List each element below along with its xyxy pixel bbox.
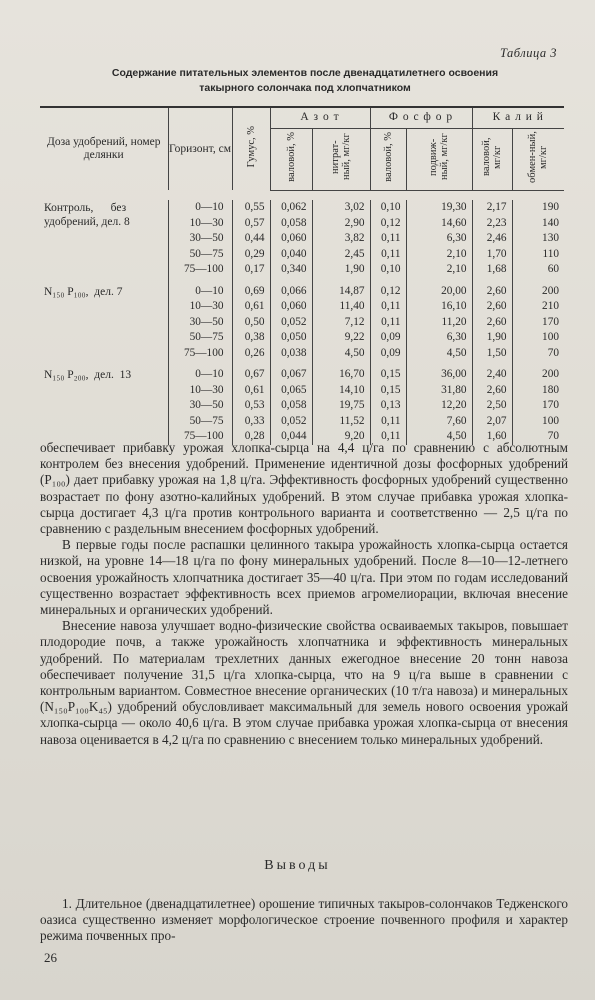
table-cell: 1,68 — [472, 262, 512, 278]
table-cell: 0,044 — [270, 429, 312, 445]
table-cell: 70 — [512, 346, 564, 362]
table-cell: 0,040 — [270, 247, 312, 263]
table-cell: 2,60 — [472, 299, 512, 315]
header-potassium: К а л и й — [472, 108, 564, 128]
table-cell: 10—30 — [168, 383, 232, 399]
table-cell: 2,23 — [472, 216, 512, 232]
table-cell: 10—30 — [168, 216, 232, 232]
table-cell: 0,29 — [232, 247, 270, 263]
table-cell: 100 — [512, 330, 564, 346]
table-cell: 0,09 — [370, 346, 406, 362]
table-cell: 14,10 — [312, 383, 370, 399]
table-cell: 0,038 — [270, 346, 312, 362]
table-cell: 170 — [512, 398, 564, 414]
table-cell: 210 — [512, 299, 564, 315]
table-cell: 4,50 — [312, 346, 370, 362]
table-cell: 30—50 — [168, 231, 232, 247]
conclusion-text — [40, 896, 568, 945]
table-cell: 50—75 — [168, 414, 232, 430]
header-humus: Гумус, % — [232, 108, 270, 190]
table-cell: 20,00 — [406, 284, 472, 300]
table-cell: 10—30 — [168, 299, 232, 315]
table-cell: 16,10 — [406, 299, 472, 315]
table-cell: 0,067 — [270, 367, 312, 383]
dose-label: Контроль, без — [44, 202, 127, 214]
header-dose: Доза удобрений, номер делянки — [47, 136, 161, 161]
dose-label: удобрений, дел. 8 — [44, 216, 130, 228]
table-cell: 7,60 — [406, 414, 472, 430]
header-k-gross: валовой, мг/кг — [472, 128, 512, 190]
table-cell: 0,11 — [370, 299, 406, 315]
table-cell: 36,00 — [406, 367, 472, 383]
table-cell: 140 — [512, 216, 564, 232]
table-cell: 0,11 — [370, 429, 406, 445]
dose-label: N₁₅₀ P₂₀₀, дел. 13 — [44, 369, 132, 381]
table-cell: 0,38 — [232, 330, 270, 346]
table-cell: 0,67 — [232, 367, 270, 383]
table-cell: 0,062 — [270, 200, 312, 216]
table-cell: 0,11 — [370, 231, 406, 247]
table-cell: 0,57 — [232, 216, 270, 232]
table-cell: 75—100 — [168, 262, 232, 278]
header-p-mobile: подвиж-ный, мг/кг — [406, 128, 472, 190]
table-cell: 9,22 — [312, 330, 370, 346]
dose-cell — [40, 367, 168, 445]
header-phosphorus: Ф о с ф о р — [370, 108, 472, 128]
table-cell: 1,90 — [472, 330, 512, 346]
table-cell: 6,30 — [406, 231, 472, 247]
table-cell: 1,90 — [312, 262, 370, 278]
table-cell: 0,55 — [232, 200, 270, 216]
table-cell: 200 — [512, 367, 564, 383]
table-cell: 12,20 — [406, 398, 472, 414]
table-cell: 30—50 — [168, 315, 232, 331]
header-n-gross: валовой, % — [270, 128, 312, 190]
table-cell: 0,12 — [370, 284, 406, 300]
table-cell: 6,30 — [406, 330, 472, 346]
table-cell: 2,90 — [312, 216, 370, 232]
table-cell: 2,60 — [472, 315, 512, 331]
table-cell: 0,11 — [370, 315, 406, 331]
table-cell: 50—75 — [168, 247, 232, 263]
header-nitrogen: А з о т — [270, 108, 370, 128]
paragraph: Внесение навоза улучшает водно-физические свойства осваиваемых такыров, повышает плодородие почв, а также урожайность хлопчатника и эффективность минеральных удобрений. По материалам трехлетних данных ежегодное внесение 20 тонн навоза обеспечивает получение 31,5 ц/га хлопка-сырца, что на 9 ц/га выше в сравнении с контрольным вариантом. Совместное внесение органических (10 т/га навоза) и минеральных (N₁₅₀P₁₀₀K₄₅) удобрений обусловливает максимальный для земель нового освоения урожай хлопка-сырца — около 40,6 ц/га. В этом случае прибавка урожая хлопка-сырца от внесения навоза оценивается в 4,2 ц/га по сравнению с внесением только минеральных удобрений. — [40, 618, 568, 747]
table-cell: 170 — [512, 315, 564, 331]
section-heading: Выводы — [264, 858, 331, 873]
table-cell: 2,10 — [406, 262, 472, 278]
caption-line-2: такырного солончака под хлопчатником — [199, 82, 411, 94]
table-cell: 0,69 — [232, 284, 270, 300]
table-cell: 0,11 — [370, 414, 406, 430]
table-cell: 0,066 — [270, 284, 312, 300]
table-cell: 0,10 — [370, 200, 406, 216]
table-cell: 0—10 — [168, 200, 232, 216]
table-cell: 60 — [512, 262, 564, 278]
table-cell: 0,61 — [232, 299, 270, 315]
table-cell: 0,058 — [270, 216, 312, 232]
paragraph: В первые годы после распашки целинного такыра урожайность хлопка-сырца остается низкой, на уровне 14—18 ц/га по фону минеральных удобрений. После 8—10—12-летнего освоения урожайность хлопчатника достигает 35—40 ц/га. При этом по годам исследований существенно возрастает эффективность всех приемов агромелиорации, включая внесение минеральных и органических удобрений. — [40, 537, 568, 618]
table-cell: 0,340 — [270, 262, 312, 278]
table-cell: 0,13 — [370, 398, 406, 414]
table-cell: 100 — [512, 414, 564, 430]
table-cell: 0,61 — [232, 383, 270, 399]
table-cell: 50—75 — [168, 330, 232, 346]
table-cell: 190 — [512, 200, 564, 216]
table-cell: 0,058 — [270, 398, 312, 414]
table-cell: 3,02 — [312, 200, 370, 216]
table-cell: 0,052 — [270, 414, 312, 430]
table-cell: 30—50 — [168, 398, 232, 414]
dose-label: N₁₅₀ P₁₀₀, дел. 7 — [44, 285, 123, 298]
table-cell: 0,44 — [232, 231, 270, 247]
table-cell: 0,15 — [370, 383, 406, 399]
table-cell: 2,50 — [472, 398, 512, 414]
table-cell: 0,15 — [370, 367, 406, 383]
table-cell: 19,75 — [312, 398, 370, 414]
table-cell: 11,40 — [312, 299, 370, 315]
table-cell: 2,10 — [406, 247, 472, 263]
table-cell: 0,17 — [232, 262, 270, 278]
table-caption — [50, 66, 560, 96]
table-cell: 0—10 — [168, 284, 232, 300]
table-cell: 0,28 — [232, 429, 270, 445]
header-n-nitrate: нитрат-ный, мг/кг — [312, 128, 370, 190]
table-label: Таблица 3 — [500, 46, 557, 60]
table-cell: 0,11 — [370, 247, 406, 263]
table-cell: 1,60 — [472, 429, 512, 445]
header-p-gross: валовой, % — [370, 128, 406, 190]
header-k-exchange: обмен-ный, мг/кг — [512, 128, 564, 190]
table-cell: 2,45 — [312, 247, 370, 263]
table-cell: 0,33 — [232, 414, 270, 430]
table-cell: 11,20 — [406, 315, 472, 331]
table-cell: 75—100 — [168, 429, 232, 445]
page-number: 26 — [44, 950, 57, 965]
table-cell: 31,80 — [406, 383, 472, 399]
table-body — [40, 200, 564, 445]
table-cell: 180 — [512, 383, 564, 399]
table-cell: 0,060 — [270, 231, 312, 247]
table-cell: 19,30 — [406, 200, 472, 216]
table-row — [40, 200, 564, 216]
conclusion-paragraph: 1. Длительное (двенадцатилетнее) орошение типичных такыров-солончаков Тедженского оазиса существенно изменяет морфологическое строение почвенного профиля и характер режима почвенных про- — [40, 896, 568, 944]
table-cell: 7,12 — [312, 315, 370, 331]
table-cell: 0,50 — [232, 315, 270, 331]
table-cell: 3,82 — [312, 231, 370, 247]
table-cell: 75—100 — [168, 346, 232, 362]
table-cell: 9,20 — [312, 429, 370, 445]
table-cell: 130 — [512, 231, 564, 247]
table-cell: 14,60 — [406, 216, 472, 232]
table-cell: 0,065 — [270, 383, 312, 399]
table-cell: 0,10 — [370, 262, 406, 278]
table-cell: 70 — [512, 429, 564, 445]
table-cell: 2,17 — [472, 200, 512, 216]
table-cell: 0,53 — [232, 398, 270, 414]
table-cell: 0,050 — [270, 330, 312, 346]
paragraph: обеспечивает прибавку урожая хлопка-сырца на 4,4 ц/га по сравнению с абсолютным контролем без внесения удобрений. Применение идентичной дозы фосфорных удобрений (P₁₀₀) дает прибавку урожая на 1,8 ц/га. Эффективность фосфорных удобрений существенно возрастает по фону азотно-калийных удобрений. В этом случае прибавка урожая хлопка-сырца достигает 4,3 ц/га против контрольного варианта и соответственно — 2,5 ц/га по сравнению с раздельным внесением фосфорных удобрений. — [40, 440, 568, 537]
table-cell: 4,50 — [406, 429, 472, 445]
header-horizon: Горизонт, см — [168, 108, 232, 190]
table-cell: 2,60 — [472, 284, 512, 300]
table-cell: 0—10 — [168, 367, 232, 383]
table-cell: 16,70 — [312, 367, 370, 383]
table-cell: 110 — [512, 247, 564, 263]
nutrient-table — [40, 106, 564, 445]
table-cell: 2,07 — [472, 414, 512, 430]
table-cell: 0,26 — [232, 346, 270, 362]
table-cell: 0,060 — [270, 299, 312, 315]
caption-line-1: Содержание питательных элементов после двенадцатилетнего освоения — [111, 67, 499, 79]
table-cell: 2,60 — [472, 383, 512, 399]
table-row — [40, 284, 564, 300]
table-cell: 1,50 — [472, 346, 512, 362]
dose-cell — [40, 200, 168, 278]
table-cell: 14,87 — [312, 284, 370, 300]
main-text — [40, 440, 568, 748]
table-cell: 2,40 — [472, 367, 512, 383]
table-cell: 200 — [512, 284, 564, 300]
table-row — [40, 367, 564, 383]
table-cell: 1,70 — [472, 247, 512, 263]
dose-cell — [40, 284, 168, 362]
table-cell: 0,12 — [370, 216, 406, 232]
table-cell: 0,052 — [270, 315, 312, 331]
table-cell: 2,46 — [472, 231, 512, 247]
table-cell: 4,50 — [406, 346, 472, 362]
table-cell: 11,52 — [312, 414, 370, 430]
table-cell: 0,09 — [370, 330, 406, 346]
